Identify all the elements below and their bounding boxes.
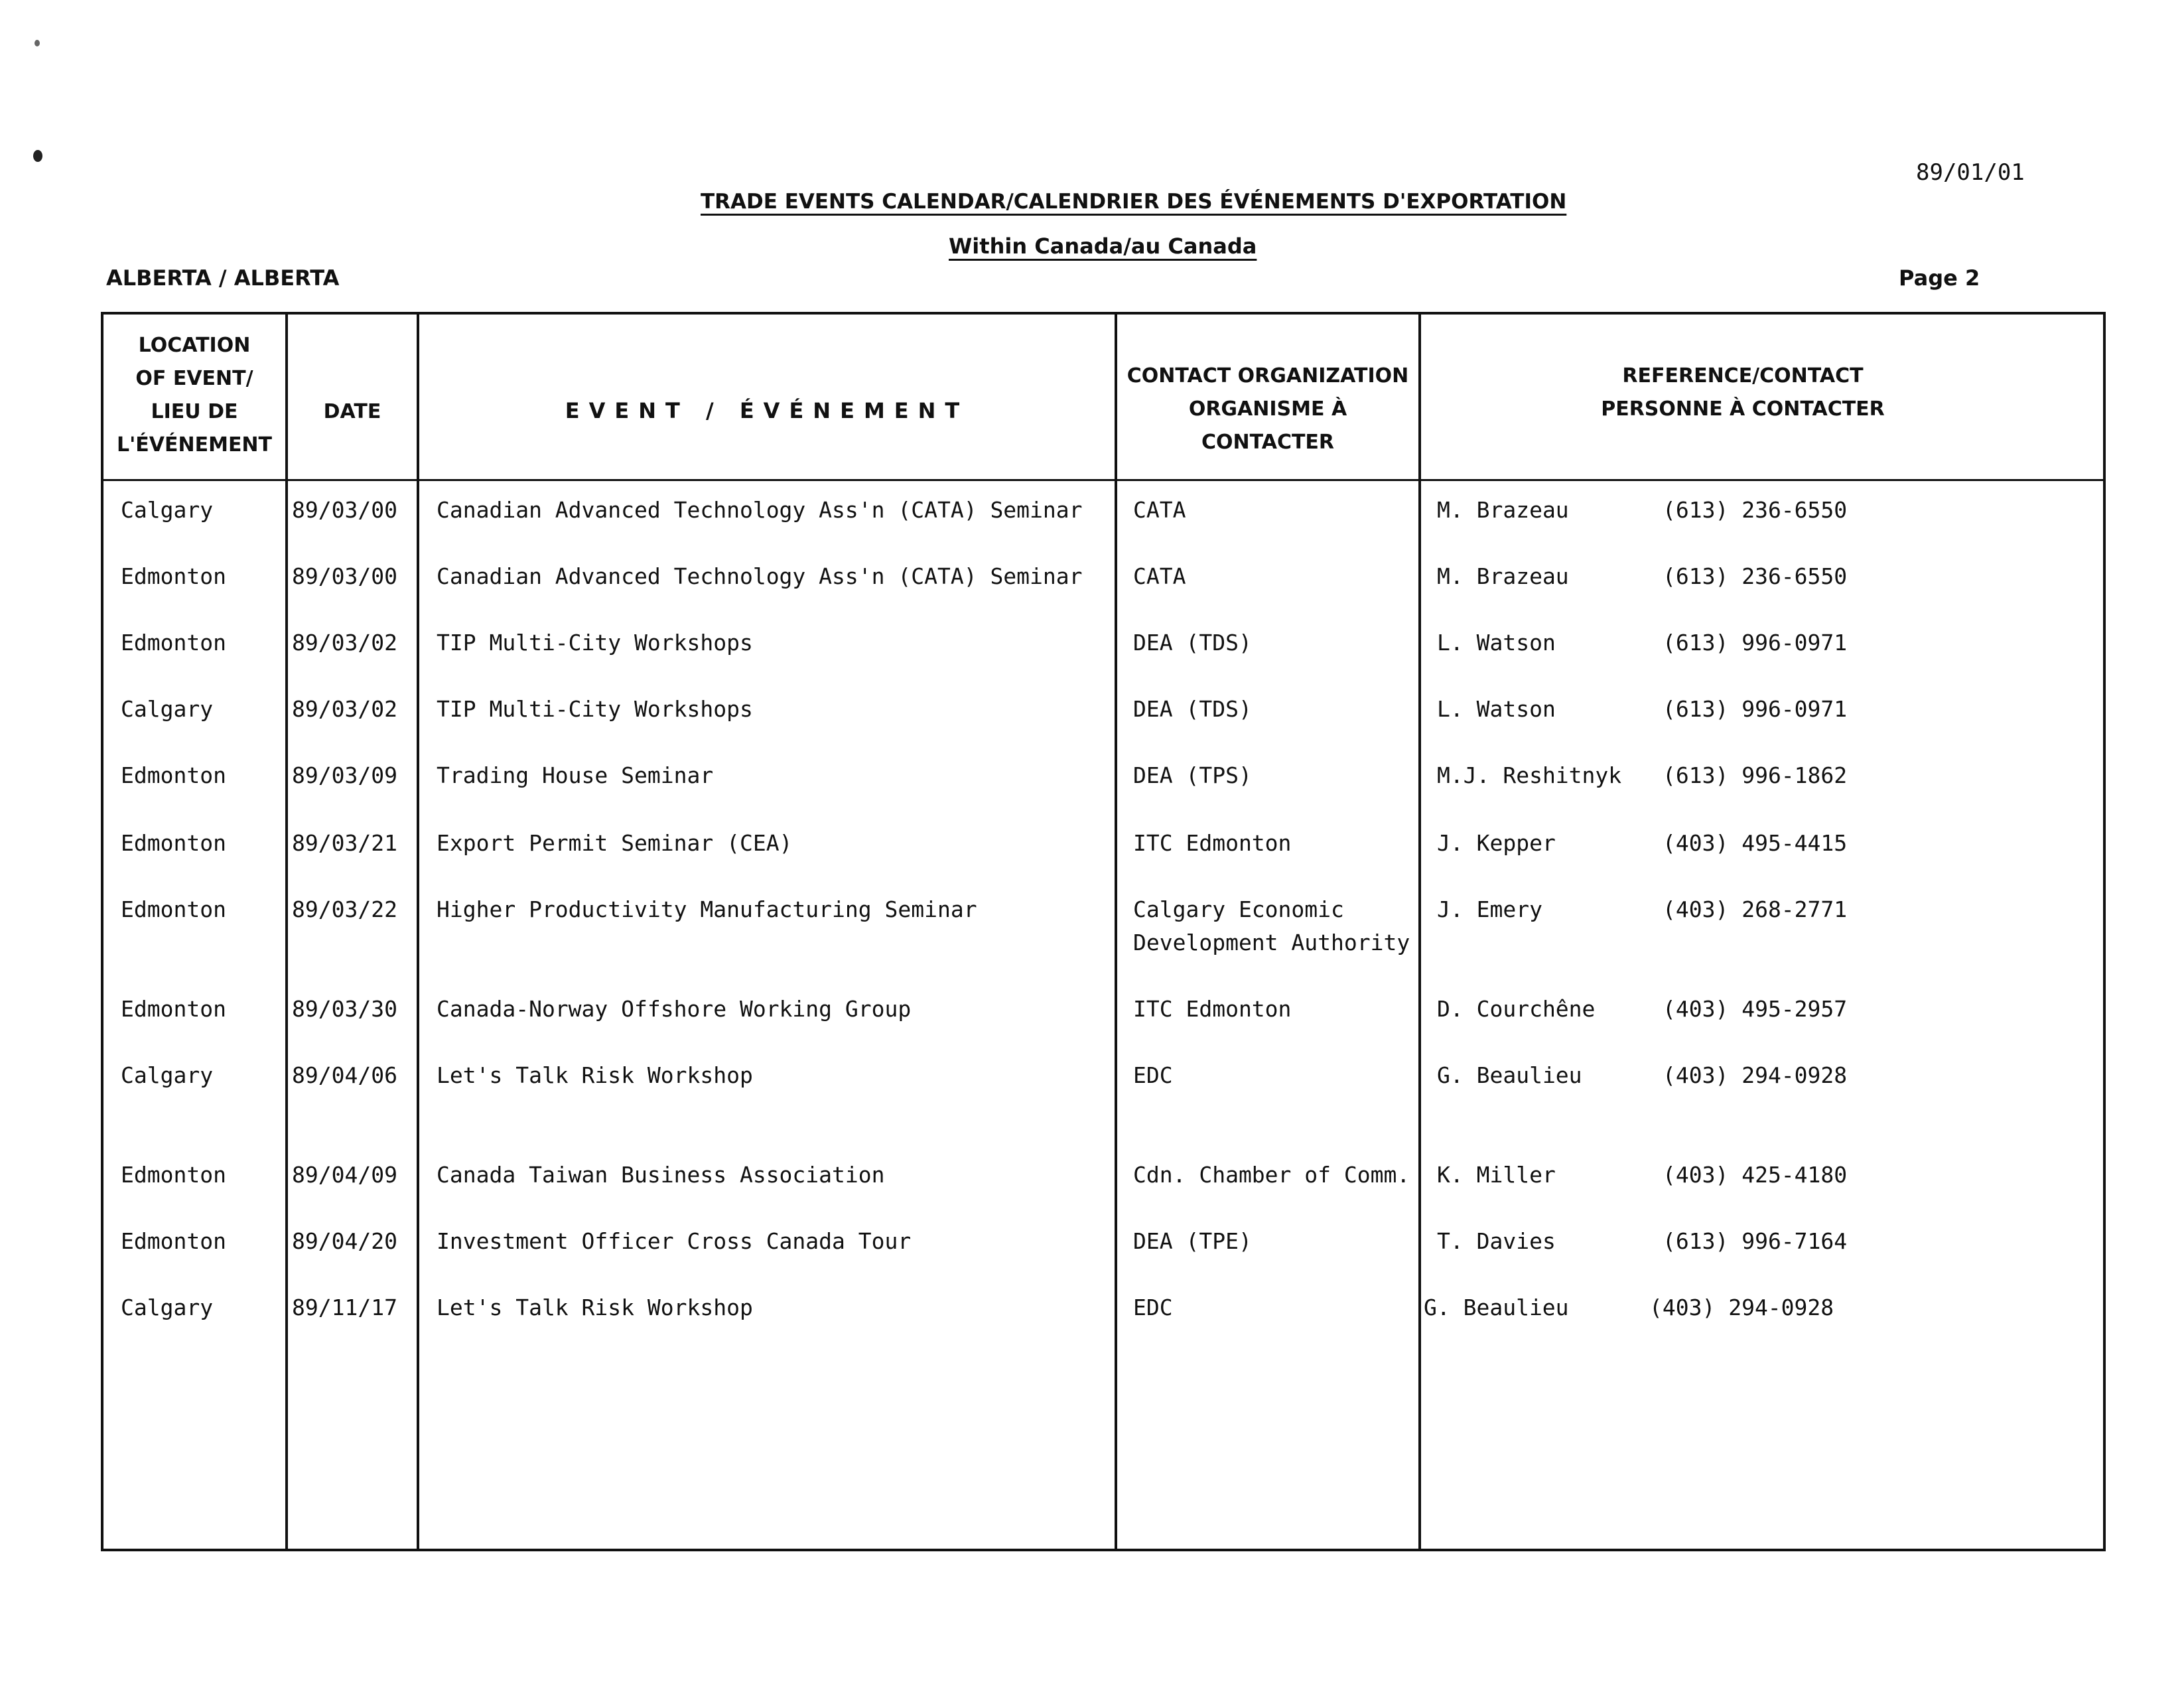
contact-person: L. Watson <box>1437 630 1556 656</box>
contact-person: K. Miller <box>1437 1162 1556 1188</box>
event-name: Investment Officer Cross Canada Tour <box>437 1228 912 1254</box>
contact-organization: ITC Edmonton <box>1133 830 1292 856</box>
contact-person: T. Davies <box>1437 1228 1556 1254</box>
contact-person: M. Brazeau <box>1437 497 1569 523</box>
event-name: Canada-Norway Offshore Working Group <box>437 996 912 1022</box>
column-header-reference-contact: REFERENCE/CONTACT PERSONNE À CONTACTER <box>1601 364 1885 421</box>
column-header-location: LOCATION OF EVENT/ LIEU DE L'ÉVÉNEMENT <box>116 334 273 457</box>
event-date: 89/03/22 <box>292 896 397 922</box>
contact-phone: (403) 294-0928 <box>1649 1295 1834 1320</box>
event-date: 89/03/30 <box>292 996 397 1022</box>
contact-organization: CATA <box>1133 497 1186 523</box>
contact-phone: (403) 495-4415 <box>1663 830 1848 856</box>
event-location: Edmonton <box>121 630 226 656</box>
contact-organization: Development Authority <box>1133 930 1410 955</box>
event-location: Calgary <box>121 497 214 523</box>
contact-organization: DEA (TDS) <box>1133 696 1252 722</box>
contact-organization: DEA (TPS) <box>1133 762 1252 788</box>
header-separator <box>101 479 2106 481</box>
event-date: 89/04/09 <box>292 1162 397 1188</box>
province-label: ALBERTA / ALBERTA <box>106 265 340 291</box>
contact-phone: (613) 236-6550 <box>1663 497 1848 523</box>
contact-person: M. Brazeau <box>1437 563 1569 589</box>
event-location: Edmonton <box>121 830 226 856</box>
column-divider <box>285 312 288 1551</box>
contact-phone: (403) 495-2957 <box>1663 996 1848 1022</box>
column-header-event: EVENT / ÉVÉNEMENT <box>565 398 969 423</box>
event-location: Calgary <box>121 1295 214 1320</box>
event-date: 89/03/00 <box>292 497 397 523</box>
contact-organization: ITC Edmonton <box>1133 996 1292 1022</box>
contact-phone: (613) 236-6550 <box>1663 563 1848 589</box>
event-date: 89/03/09 <box>292 762 397 788</box>
event-date: 89/04/20 <box>292 1228 397 1254</box>
event-date: 89/04/06 <box>292 1062 397 1088</box>
contact-person: G. Beaulieu <box>1424 1295 1569 1320</box>
document-date: 89/01/01 <box>1916 159 2025 186</box>
contact-phone: (613) 996-0971 <box>1663 696 1848 722</box>
event-name: Trading House Seminar <box>437 762 714 788</box>
contact-organization: DEA (TDS) <box>1133 630 1252 656</box>
event-name: Export Permit Seminar (CEA) <box>437 830 793 856</box>
event-name: Canada Taiwan Business Association <box>437 1162 885 1188</box>
event-location: Edmonton <box>121 1228 226 1254</box>
column-divider <box>1115 312 1117 1551</box>
table-border-top <box>101 312 2106 315</box>
event-date: 89/03/02 <box>292 630 397 656</box>
event-name: Let's Talk Risk Workshop <box>437 1062 753 1088</box>
event-location: Edmonton <box>121 996 226 1022</box>
contact-person: L. Watson <box>1437 696 1556 722</box>
page-number: Page 2 <box>1899 265 1980 291</box>
table-border-left <box>101 312 103 1551</box>
contact-person: J. Kepper <box>1437 830 1556 856</box>
event-date: 89/03/00 <box>292 563 397 589</box>
contact-organization: DEA (TPE) <box>1133 1228 1252 1254</box>
event-location: Calgary <box>121 696 214 722</box>
event-name: Higher Productivity Manufacturing Seminar <box>437 896 977 922</box>
contact-organization: EDC <box>1133 1295 1173 1320</box>
event-location: Edmonton <box>121 563 226 589</box>
event-date: 89/03/02 <box>292 696 397 722</box>
event-name: TIP Multi-City Workshops <box>437 696 753 722</box>
table-border-bottom <box>101 1549 2106 1551</box>
contact-organization: EDC <box>1133 1062 1173 1088</box>
column-header-date: DATE <box>323 400 381 423</box>
contact-organization: Cdn. Chamber of Comm. <box>1133 1162 1410 1188</box>
scan-speck <box>34 40 40 46</box>
contact-person: J. Emery <box>1437 896 1542 922</box>
event-name: Let's Talk Risk Workshop <box>437 1295 753 1320</box>
scan-speck <box>33 150 42 162</box>
contact-organization: Calgary Economic <box>1133 896 1344 922</box>
event-name: Canadian Advanced Technology Ass'n (CATA) Seminar <box>437 497 1083 523</box>
event-location: Edmonton <box>121 1162 226 1188</box>
column-header-contact-organization: CONTACT ORGANIZATION ORGANISME À CONTACTER <box>1126 364 1409 454</box>
contact-phone: (403) 294-0928 <box>1663 1062 1848 1088</box>
event-name: Canadian Advanced Technology Ass'n (CATA) Seminar <box>437 563 1083 589</box>
document-title: TRADE EVENTS CALENDAR/CALENDRIER DES ÉVÉNEMENTS D'EXPORTATION <box>701 190 1567 214</box>
column-divider <box>417 312 419 1551</box>
contact-organization: CATA <box>1133 563 1186 589</box>
document-subtitle: Within Canada/au Canada <box>949 234 1257 259</box>
event-location: Calgary <box>121 1062 214 1088</box>
contact-phone: (403) 268-2771 <box>1663 896 1848 922</box>
event-date: 89/03/21 <box>292 830 397 856</box>
contact-phone: (613) 996-7164 <box>1663 1228 1848 1254</box>
event-date: 89/11/17 <box>292 1295 397 1320</box>
contact-person: M.J. Reshitnyk <box>1437 762 1622 788</box>
contact-person: D. Courchêne <box>1437 996 1596 1022</box>
event-location: Edmonton <box>121 762 226 788</box>
table-border-right <box>2103 312 2106 1551</box>
column-divider <box>1418 312 1421 1551</box>
contact-phone: (613) 996-1862 <box>1663 762 1848 788</box>
contact-phone: (613) 996-0971 <box>1663 630 1848 656</box>
event-name: TIP Multi-City Workshops <box>437 630 753 656</box>
contact-phone: (403) 425-4180 <box>1663 1162 1848 1188</box>
event-location: Edmonton <box>121 896 226 922</box>
contact-person: G. Beaulieu <box>1437 1062 1582 1088</box>
